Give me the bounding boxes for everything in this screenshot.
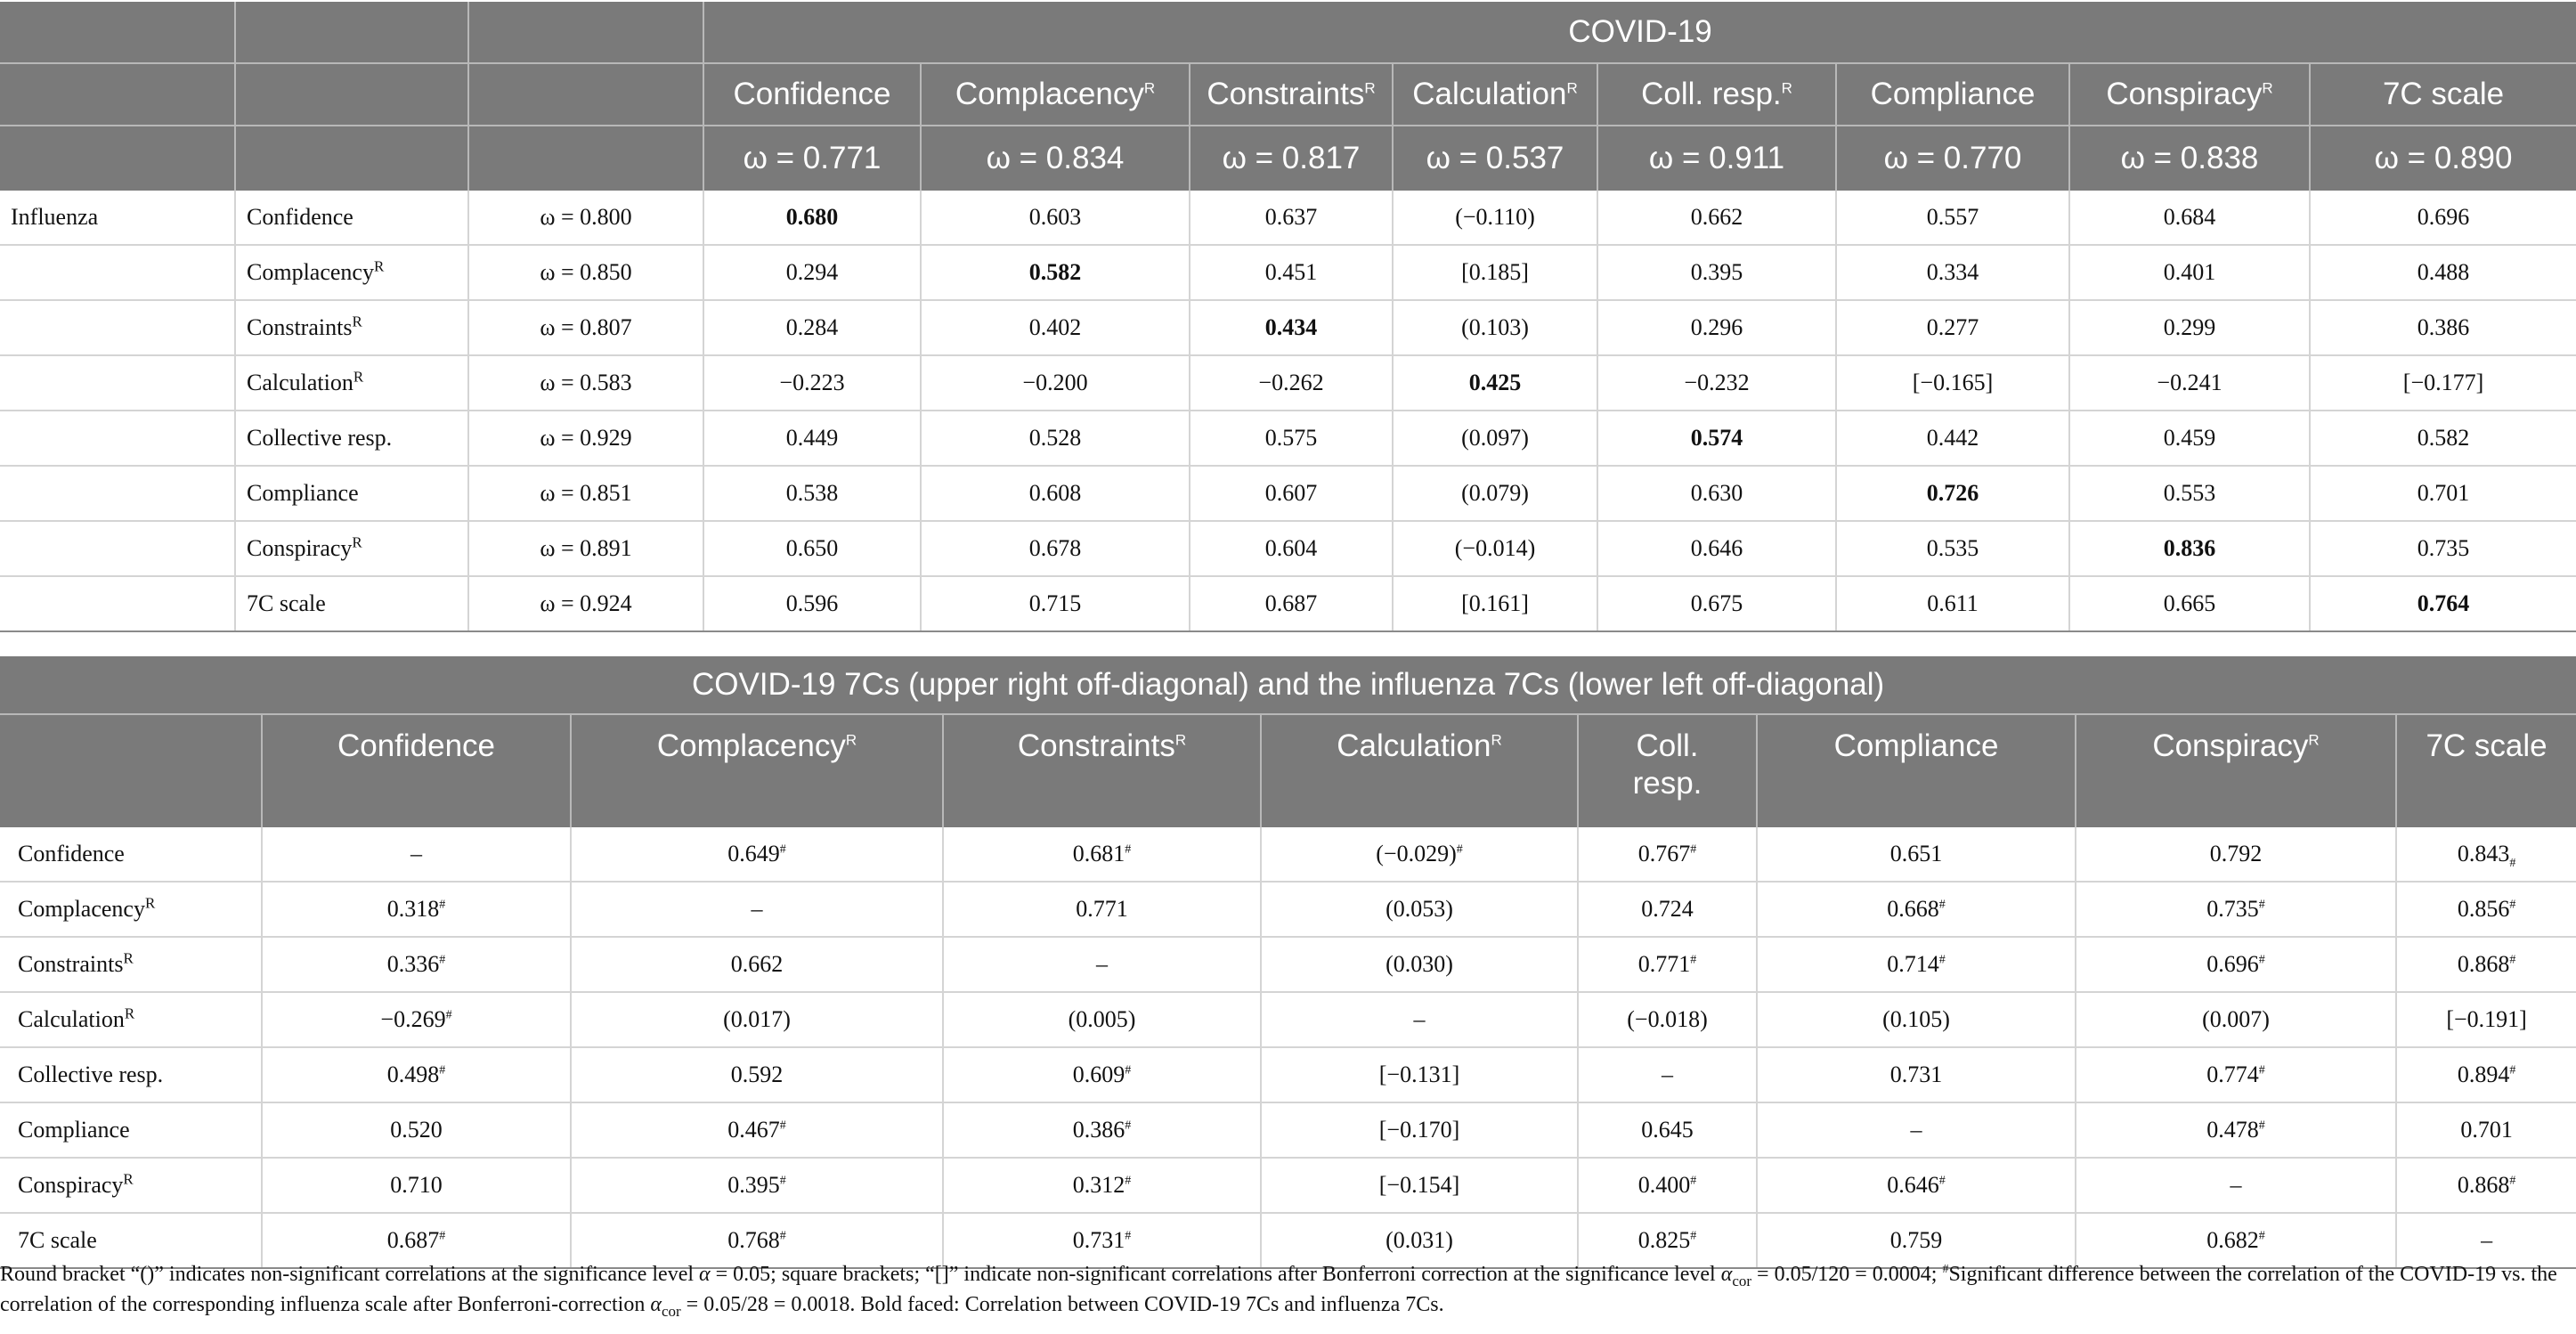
correlation-table-covid-influenza [0, 2, 2576, 632]
table-cell: 0.668# [1757, 882, 2076, 937]
table-cell: 0.646# [1757, 1158, 2076, 1213]
row-omega: ω = 0.851 [468, 466, 703, 521]
table-row [0, 300, 2576, 355]
table-cell: 0.498# [262, 1047, 571, 1102]
group-label [0, 521, 235, 576]
table-cell: (0.031) [1261, 1213, 1578, 1268]
table-cell: 0.825# [1578, 1213, 1757, 1268]
table-cell: [−0.191] [2396, 992, 2576, 1047]
omega-header: ω = 0.817 [1190, 126, 1393, 191]
col-header: Conspiracy$^R$ [2069, 63, 2310, 126]
row-label: Conspiracy$^R$ [235, 521, 468, 576]
table-cell: [−0.177] [2310, 355, 2576, 411]
table-cell: 0.735# [2076, 882, 2396, 937]
table-cell: 0.608 [921, 466, 1190, 521]
table-cell: 0.395 [1597, 245, 1836, 300]
table-cell: (0.097) [1393, 411, 1597, 466]
col-header: Conspiracy$^R$ [2076, 714, 2396, 827]
table-cell: (0.105) [1757, 992, 2076, 1047]
header-blank [0, 63, 235, 126]
table-row [0, 882, 2576, 937]
table-cell: 0.701 [2310, 466, 2576, 521]
row-label: Calculation$^R$ [0, 992, 262, 1047]
header-blank [0, 126, 235, 191]
table-row [0, 466, 2576, 521]
col-header: Compliance [1836, 63, 2069, 126]
table-cell: – [1261, 992, 1578, 1047]
table-cell: 0.710 [262, 1158, 571, 1213]
table-cell: 0.856# [2396, 882, 2576, 937]
row-label: Compliance [235, 466, 468, 521]
table-cell: 0.400# [1578, 1158, 1757, 1213]
col-header: Calculation$^R$ [1393, 63, 1597, 126]
table-row [0, 191, 2576, 245]
table-cell: (−0.110) [1393, 191, 1597, 245]
table-cell: 0.731# [943, 1213, 1261, 1268]
header-row-group [0, 2, 2576, 63]
table-cell: 0.402 [921, 300, 1190, 355]
header-blank [235, 2, 468, 63]
table-cell: (0.053) [1261, 882, 1578, 937]
row-label: Calculation$^R$ [235, 355, 468, 411]
table-cell: 0.680 [703, 191, 921, 245]
col-header: 7C scale [2310, 63, 2576, 126]
table-cell: 0.557 [1836, 191, 2069, 245]
table-cell: 0.764 [2310, 576, 2576, 631]
row-omega: ω = 0.929 [468, 411, 703, 466]
table-cell: 0.582 [2310, 411, 2576, 466]
table-cell: −0.223 [703, 355, 921, 411]
table-cell: 0.451 [1190, 245, 1393, 300]
omega-header: ω = 0.770 [1836, 126, 2069, 191]
table-cell: −0.241 [2069, 355, 2310, 411]
omega-header: ω = 0.834 [921, 126, 1190, 191]
table-cell: 0.488 [2310, 245, 2576, 300]
omega-header: ω = 0.537 [1393, 126, 1597, 191]
row-label: Conspiracy$^R$ [0, 1158, 262, 1213]
col-header: Compliance [1757, 714, 2076, 827]
table-row [0, 1102, 2576, 1158]
table-cell: −0.269# [262, 992, 571, 1047]
table-cell: 0.442 [1836, 411, 2069, 466]
table-row [0, 521, 2576, 576]
header-row-scales [0, 714, 2576, 827]
table-cell: 0.386# [943, 1102, 1261, 1158]
table-cell: (−0.029)# [1261, 827, 1578, 882]
table-cell: 0.767# [1578, 827, 1757, 882]
table-cell: 0.774# [2076, 1047, 2396, 1102]
row-omega: ω = 0.807 [468, 300, 703, 355]
omega-header: ω = 0.771 [703, 126, 921, 191]
table-cell: 0.649# [571, 827, 943, 882]
table-cell: 0.312# [943, 1158, 1261, 1213]
table-cell: 0.682# [2076, 1213, 2396, 1268]
table-row [0, 937, 2576, 992]
row-label: Constraints$^R$ [0, 937, 262, 992]
col-header: Calculation$^R$ [1261, 714, 1578, 827]
row-label: Confidence [235, 191, 468, 245]
table-cell: 0.592 [571, 1047, 943, 1102]
col-header: Complacency$^R$ [571, 714, 943, 827]
table-cell: 0.459 [2069, 411, 2310, 466]
table-cell: [−0.170] [1261, 1102, 1578, 1158]
row-label: Confidence [0, 827, 262, 882]
row-label: 7C scale [0, 1213, 262, 1268]
table-cell: 0.662 [1597, 191, 1836, 245]
table-cell: [−0.154] [1261, 1158, 1578, 1213]
col-header: Constraints$^R$ [943, 714, 1261, 827]
table-cell: 0.687# [262, 1213, 571, 1268]
col-header: Coll. resp. [1578, 714, 1757, 827]
table-cell: 0.836 [2069, 521, 2310, 576]
table-cell: 0.645 [1578, 1102, 1757, 1158]
group-label [0, 245, 235, 300]
table-cell: 0.771 [943, 882, 1261, 937]
table-cell: −0.200 [921, 355, 1190, 411]
row-label: Complacency$^R$ [0, 882, 262, 937]
table-cell: 0.334 [1836, 245, 2069, 300]
table-cell: 0.611 [1836, 576, 2069, 631]
table-cell: [−0.165] [1836, 355, 2069, 411]
table-cell: 0.726 [1836, 466, 2069, 521]
omega-header: ω = 0.838 [2069, 126, 2310, 191]
table-cell: 0.296 [1597, 300, 1836, 355]
group-label: Influenza [0, 191, 235, 245]
table-cell: 0.678 [921, 521, 1190, 576]
table-cell: – [943, 937, 1261, 992]
group-label [0, 466, 235, 521]
table-cell: 0.277 [1836, 300, 2069, 355]
table-cell: 0.651 [1757, 827, 2076, 882]
table-cell: 0.386 [2310, 300, 2576, 355]
group-label [0, 411, 235, 466]
table-cell: [0.161] [1393, 576, 1597, 631]
table-cell: 0.701 [2396, 1102, 2576, 1158]
header-blank [468, 63, 703, 126]
table-cell: −0.232 [1597, 355, 1836, 411]
table-cell: 0.868# [2396, 937, 2576, 992]
col-header: Confidence [262, 714, 571, 827]
table-cell: 0.395# [571, 1158, 943, 1213]
table-cell: 0.894# [2396, 1047, 2576, 1102]
table-cell: 0.609# [943, 1047, 1261, 1102]
header-row-scales [0, 63, 2576, 126]
col-header: Complacency$^R$ [921, 63, 1190, 126]
row-omega: ω = 0.850 [468, 245, 703, 300]
row-omega: ω = 0.924 [468, 576, 703, 631]
table-row [0, 245, 2576, 300]
table-cell: (0.030) [1261, 937, 1578, 992]
table-cell: 0.467# [571, 1102, 943, 1158]
table-cell: 0.401 [2069, 245, 2310, 300]
table-cell: 0.535 [1836, 521, 2069, 576]
table-cell: 0.681# [943, 827, 1261, 882]
table-cell: 0.294 [703, 245, 921, 300]
table-row [0, 827, 2576, 882]
row-omega: ω = 0.800 [468, 191, 703, 245]
header-blank [0, 2, 235, 63]
table-cell: 0.336# [262, 937, 571, 992]
row-label: Collective resp. [235, 411, 468, 466]
table-cell: 0.425 [1393, 355, 1597, 411]
table-cell: 0.284 [703, 300, 921, 355]
row-omega: ω = 0.891 [468, 521, 703, 576]
group-label [0, 355, 235, 411]
table-cell: 0.868# [2396, 1158, 2576, 1213]
table-cell: 0.528 [921, 411, 1190, 466]
table-cell: 0.478# [2076, 1102, 2396, 1158]
row-label: Collective resp. [0, 1047, 262, 1102]
table-cell: (−0.014) [1393, 521, 1597, 576]
table-title: COVID-19 7Cs (upper right off-diagonal) and the influenza 7Cs (lower left off-diagonal) [0, 656, 2576, 714]
col-header: Coll. resp.$^R$ [1597, 63, 1836, 126]
table-cell: – [2396, 1213, 2576, 1268]
table-cell: 0.696 [2310, 191, 2576, 245]
table-cell: (0.079) [1393, 466, 1597, 521]
row-label: Complacency$^R$ [235, 245, 468, 300]
table-cell: 0.538 [703, 466, 921, 521]
header-row-omega [0, 126, 2576, 191]
table-cell: [0.185] [1393, 245, 1597, 300]
table-cell: 0.687 [1190, 576, 1393, 631]
table-cell: 0.731 [1757, 1047, 2076, 1102]
correlation-table-offdiagonal [0, 656, 2576, 1269]
table-cell: 0.684 [2069, 191, 2310, 245]
table-row [0, 355, 2576, 411]
table-cell: 0.582 [921, 245, 1190, 300]
table-cell: 0.603 [921, 191, 1190, 245]
table-cell: [−0.131] [1261, 1047, 1578, 1102]
table-cell: 0.520 [262, 1102, 571, 1158]
table-cell: 0.449 [703, 411, 921, 466]
table-cell: (0.017) [571, 992, 943, 1047]
header-blank [235, 63, 468, 126]
table-cell: (0.005) [943, 992, 1261, 1047]
table-cell: 0.630 [1597, 466, 1836, 521]
col-header: Constraints$^R$ [1190, 63, 1393, 126]
table-cell: (0.007) [2076, 992, 2396, 1047]
table-cell: – [2076, 1158, 2396, 1213]
table-cell: 0.715 [921, 576, 1190, 631]
table-cell: 0.759 [1757, 1213, 2076, 1268]
table-cell: 0.637 [1190, 191, 1393, 245]
row-label: Constraints$^R$ [235, 300, 468, 355]
table-row [0, 411, 2576, 466]
table-row [0, 1158, 2576, 1213]
table-row [0, 992, 2576, 1047]
table-cell: $0.843_{\#}$ [2396, 827, 2576, 882]
table-cell: 0.650 [703, 521, 921, 576]
table-cell: – [1757, 1102, 2076, 1158]
table-cell: 0.646 [1597, 521, 1836, 576]
header-blank [0, 714, 262, 827]
table-cell: 0.662 [571, 937, 943, 992]
col-header: Confidence [703, 63, 921, 126]
header-row-title [0, 656, 2576, 714]
table-cell: 0.696# [2076, 937, 2396, 992]
table-row [0, 1047, 2576, 1102]
table-cell: – [1578, 1047, 1757, 1102]
header-blank [235, 126, 468, 191]
table-cell: 0.771# [1578, 937, 1757, 992]
table-cell: 0.299 [2069, 300, 2310, 355]
group-label [0, 576, 235, 631]
table-cell: 0.714# [1757, 937, 2076, 992]
table-cell: 0.434 [1190, 300, 1393, 355]
covid-group-header: COVID-19 [703, 2, 2576, 63]
table-cell: 0.604 [1190, 521, 1393, 576]
table-cell: – [262, 827, 571, 882]
table-cell: 0.574 [1597, 411, 1836, 466]
row-label: 7C scale [235, 576, 468, 631]
table-cell: −0.262 [1190, 355, 1393, 411]
table-row [0, 576, 2576, 631]
omega-header: ω = 0.890 [2310, 126, 2576, 191]
table-cell: (−0.018) [1578, 992, 1757, 1047]
table-cell: 0.665 [2069, 576, 2310, 631]
header-blank [468, 2, 703, 63]
col-header: 7C scale [2396, 714, 2576, 827]
table-cell: 0.318# [262, 882, 571, 937]
group-label [0, 300, 235, 355]
omega-header: ω = 0.911 [1597, 126, 1836, 191]
row-omega: ω = 0.583 [468, 355, 703, 411]
table-cell: (0.103) [1393, 300, 1597, 355]
table-footnote: Round bracket “()” indicates non-significant correlations at the significance level α = 0.05; square brackets; “[]” indicate non-significant correlations after Bonferroni correction at the significance level $\alpha_{cor} = 0.05/120 = 0.0004$; #Significant difference between the correlation of the COVID-19 vs. the correlation of the corresponding influenza scale after Bonferroni-correction $\alpha_{cor} = 0.05/28 = 0.0018$. Bold faced: Correlation between COVID-19 7Cs and influenza 7Cs. [0, 1263, 2557, 1320]
table-cell: – [571, 882, 943, 937]
table-cell: 0.724 [1578, 882, 1757, 937]
table-cell: 0.735 [2310, 521, 2576, 576]
table-cell: 0.768# [571, 1213, 943, 1268]
table-cell: 0.553 [2069, 466, 2310, 521]
table-cell: 0.792 [2076, 827, 2396, 882]
table-cell: 0.575 [1190, 411, 1393, 466]
row-label: Compliance [0, 1102, 262, 1158]
header-blank [468, 126, 703, 191]
table-cell: 0.596 [703, 576, 921, 631]
table-cell: 0.607 [1190, 466, 1393, 521]
table-cell: 0.675 [1597, 576, 1836, 631]
